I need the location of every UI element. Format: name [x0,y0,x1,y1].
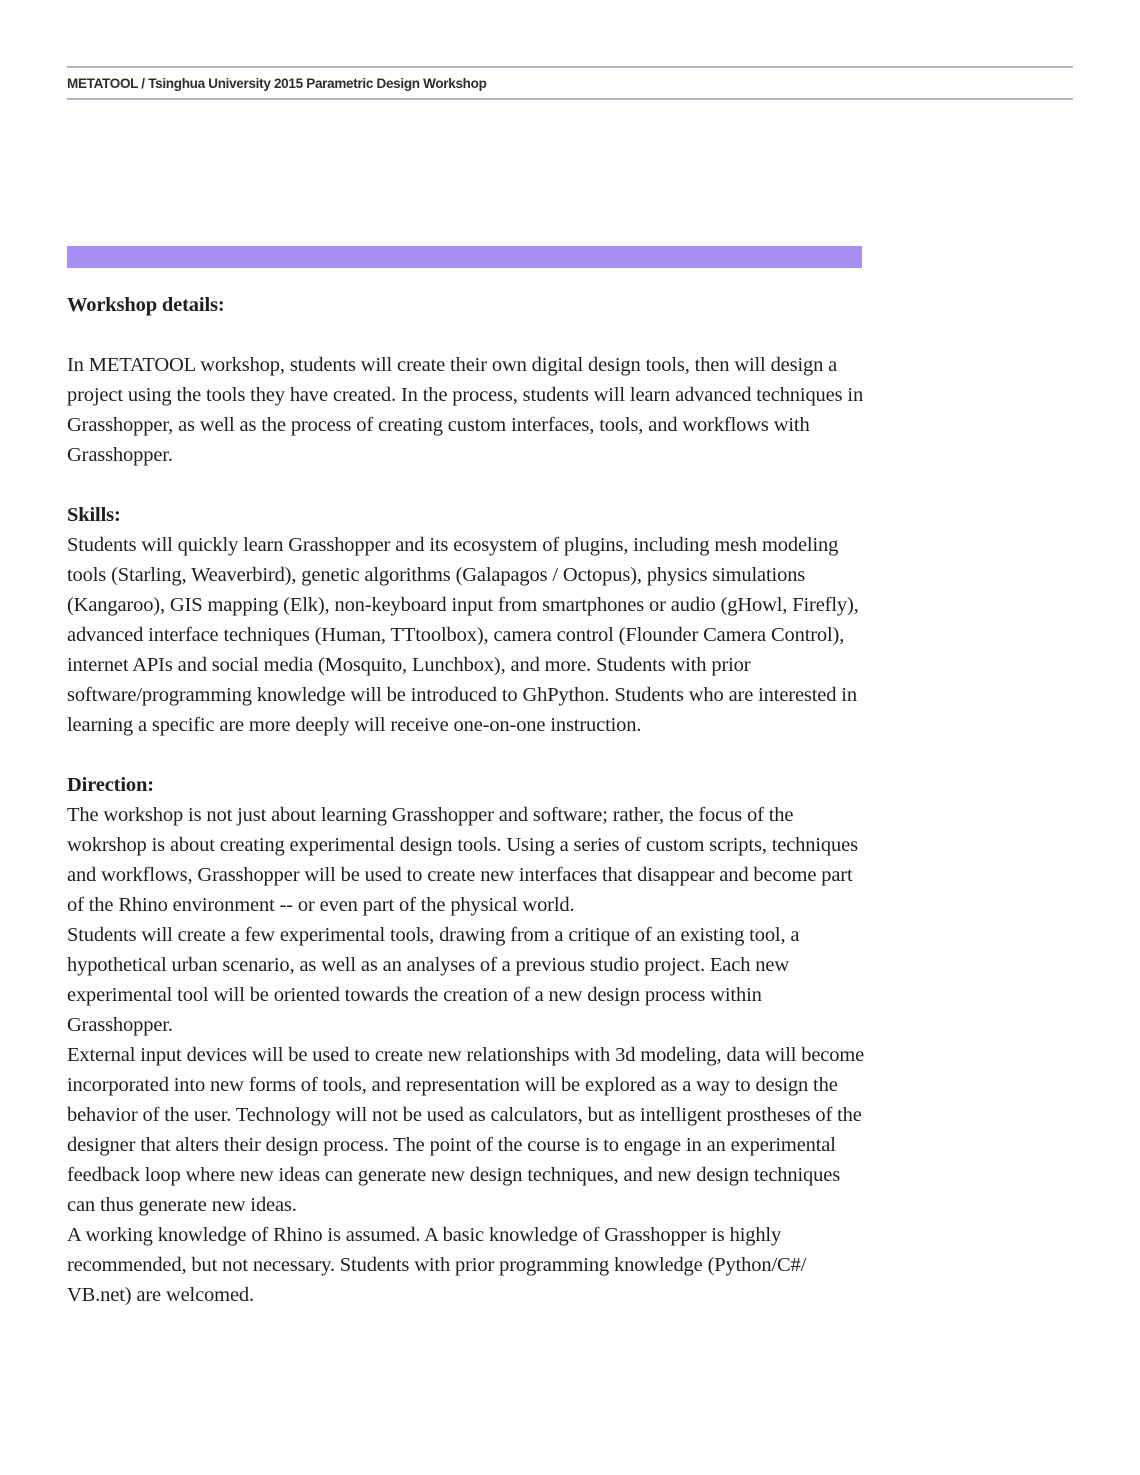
skills-label: Skills: [67,504,121,526]
intro-paragraph: In METATOOL workshop, students will create their own digital design tools, then will design a project using the tools they have created. In the process, students will learn advanced techniques in Grasshopper, as well as the process of creating custom interfaces, tools, and workflows with Grasshopper. [67,354,864,466]
direction-text: The workshop is not just about learning Grasshopper and software; rather, the focus of the wokrshop is about creating experimental design tools. Using a series of custom scripts, techniques and workflows, Grasshopper will be used to create new interfaces that disappear and become part of the Rhino environment -- or even part of the physical world. [67,804,858,916]
page-title: Workshop details: [67,294,225,316]
accent-bar [67,246,862,268]
direction-label: Direction: [67,774,154,796]
document-body [67,290,867,1310]
direction-section [67,770,867,920]
header-rule-bottom [67,98,1073,100]
header-meta-line: METATOOL / Tsinghua University 2015 Parametric Design Workshop [67,76,487,91]
input-devices-paragraph: External input devices will be used to create new relationships with 3d modeling, data will become incorporated into new forms of tools, and representation will be explored as a way to design the behavior of the user. Technology will not be used as calculators, but as intelligent prostheses of the designer that alters their design process. The point of the course is to engage in an experimental feedback loop where new ideas can generate new design techniques, and new design techniques can thus generate new ideas. [67,1044,865,1216]
prerequisites-paragraph: A working knowledge of Rhino is assumed. A basic knowledge of Grasshopper is highly recommended, but not necessary. Students with prior programming knowledge (Python/C#/​VB.net) are welcomed. [67,1224,807,1306]
skills-text: Students will quickly learn Grasshopper and its ecosystem of plugins, including mesh modeling tools (Starling, Weaverbird), genetic algorithms (Galapagos / Octopus), physics simulations (Kangaroo), GIS mapping (Elk), non-keyboard input from smartphones or audio (gHowl, Firefly), advanced interface techniques (Human, TTtoolbox), camera control (Flounder Camera Control), internet APIs and social media (Mosquito, Lunchbox), and more. Students with prior software/programming knowledge will be introduced to GhPython. Students who are interested in learning a specific are more deeply will receive one-on-one instruction. [67,534,859,736]
page-header [0,66,1140,100]
skills-section [67,500,867,740]
experimental-tools-paragraph: Students will create a few experimental tools, drawing from a critique of an existing tool, a hypothetical urban scenario, as well as an analyses of a previous studio project. Each new experimental tool will be oriented towards the creation of a new design process within Grasshopper. [67,924,800,1036]
